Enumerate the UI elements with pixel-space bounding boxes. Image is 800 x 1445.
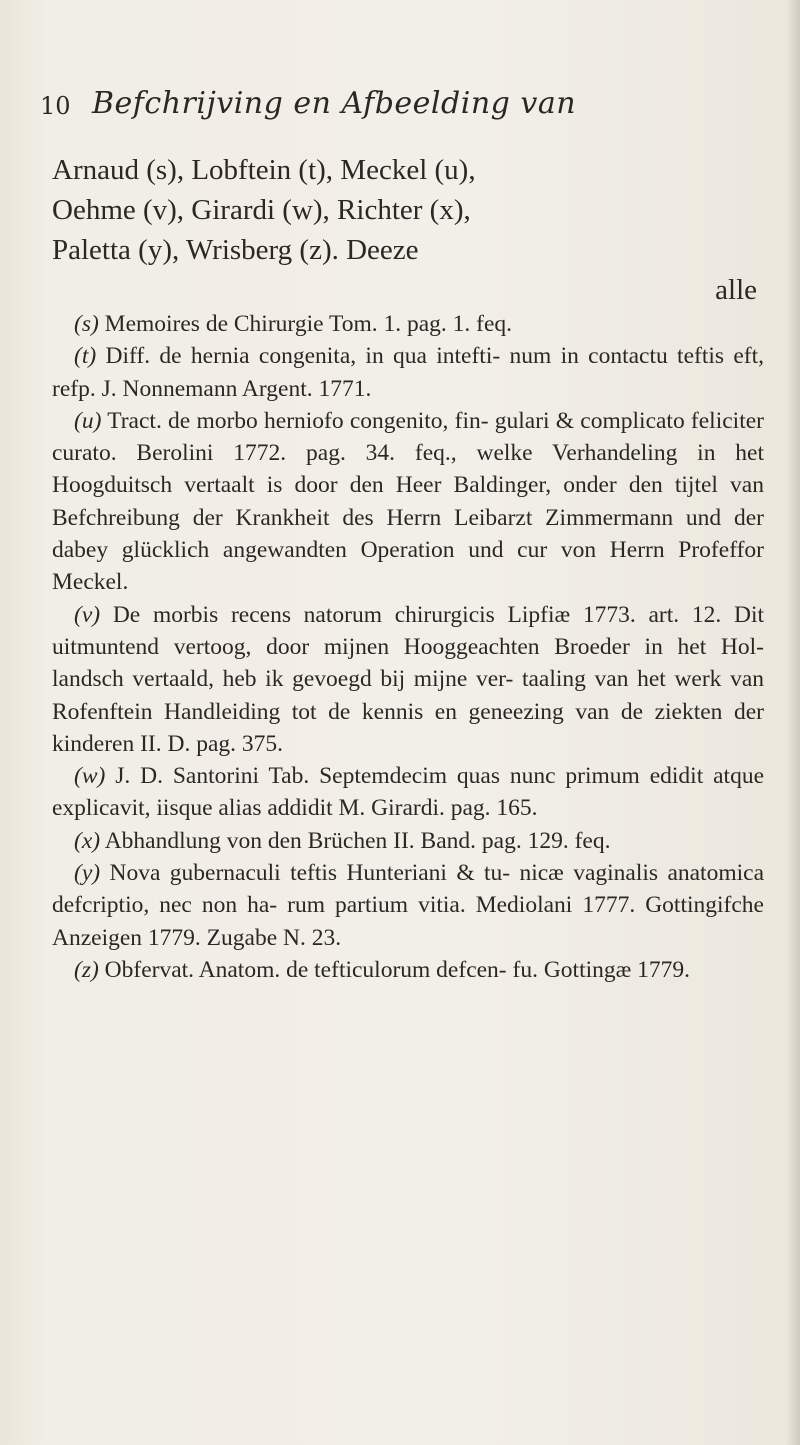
footnote-text: De morbis recens natorum chirurgicis Lipfiæ 1773. art. 12. Dit uitmuntend vertoog, door mijnen Hooggeachten Broeder in het Hol- landsch vertaald, heb ik gevoegd bij mijne ver- taaling van het werk van Rofenftein Handleiding tot de kennis en geneezing van de ziekten der kinderen II. D. pag. 375. <box>52 601 765 757</box>
main-text-line: Oehme (v), Girardi (w), Richter (x), <box>52 194 471 226</box>
footnote <box>52 954 764 986</box>
page-gutter-shadow <box>786 0 800 1445</box>
footnote-mark: (w) <box>74 763 106 790</box>
running-title: Befchrijving en Afbeelding van <box>92 86 577 121</box>
footnote-mark: (s) <box>74 311 99 337</box>
footnote-mark: (t) <box>74 343 97 370</box>
footnote-mark: (y) <box>74 860 101 887</box>
footnote-mark: (z) <box>74 956 99 983</box>
footnote-mark: (v) <box>74 601 101 628</box>
footnote-text: Memoires de Chirurgie Tom. 1. pag. 1. feq. <box>104 311 513 337</box>
footnotes <box>52 308 764 986</box>
running-header <box>40 86 760 126</box>
catchword: alle <box>715 274 757 306</box>
page-number: 10 <box>40 92 71 120</box>
footnote <box>52 599 764 760</box>
footnote-text: Nova gubernaculi teftis Hunteriani & tu- nicæ vaginalis anatomica defcriptio, nec non ha- rum partium vitia. Mediolani 1777. Gottingifche Anzeigen 1779. Zugabe N. 23. <box>52 860 765 951</box>
footnote-text: Obfervat. Anatom. de tefticulorum defcen- fu. Gottingæ 1779. <box>104 956 691 983</box>
main-text-line: Arnaud (s), Lobftein (t), Meckel (u), <box>52 154 476 186</box>
footnote-mark: (x) <box>74 827 101 854</box>
footnote <box>52 340 764 405</box>
footnote <box>52 308 764 340</box>
footnote <box>52 857 764 954</box>
footnote-text: Abhandlung von den Brüchen II. Band. pag. 129. feq. <box>104 827 611 854</box>
main-text <box>52 150 757 310</box>
footnote-text: Diff. de hernia congenita, in qua intefti- num in contactu teftis eft, refp. J. Nonnemann Argent. 1771. <box>52 343 765 402</box>
footnote-text: J. D. Santorini Tab. Septemdecim quas nunc primum edidit atque explicavit, iisque alias addidit M. Girardi. pag. 165. <box>52 763 765 822</box>
footnote <box>52 760 764 825</box>
main-text-line: Paletta (y), Wrisberg (z). Deeze <box>52 234 419 266</box>
footnote <box>52 825 764 857</box>
footnote-mark: (u) <box>74 407 102 434</box>
footnote <box>52 405 764 599</box>
footnote-text: Tract. de morbo herniofo congenito, fin- gulari & complicato feliciter curato. Berolini 1772. pag. 34. feq., welke Verhandeling in het Hoogduitsch vertaalt is door den Heer Baldinger, onder den tijtel van Befchreibung der Krankheit des Herrn Leibarzt Zimmermann und der dabey glücklich angewandten Operation und cur von Herrn Profeffor Meckel. <box>52 407 764 596</box>
